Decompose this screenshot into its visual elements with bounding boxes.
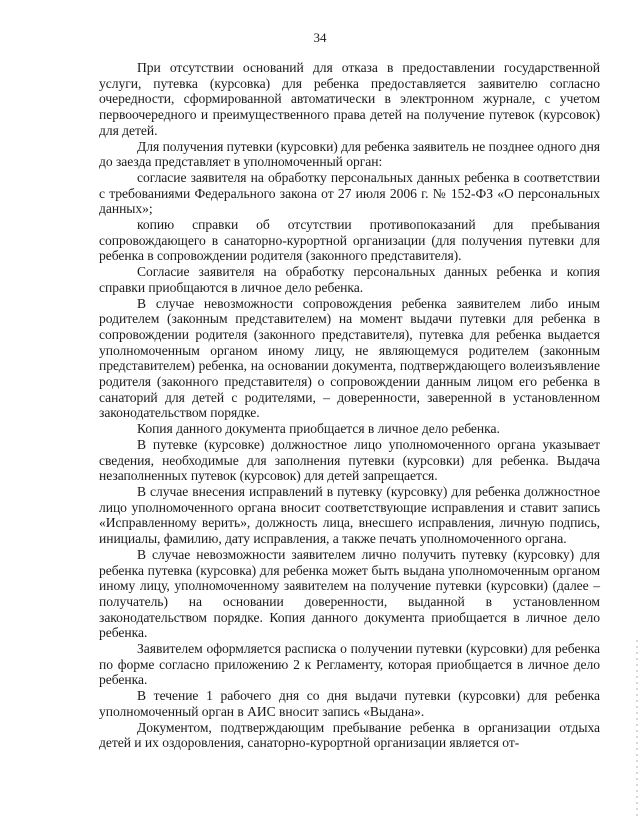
paragraph: Заявителем оформляется расписка о получении путевки (курсовки) для ребенка по форме согласно приложению 2 к Регламенту, которая приобщается в личное дело ребенка. [99, 641, 600, 688]
paragraph: Копия данного документа приобщается в личное дело ребенка. [137, 421, 500, 437]
body-text [99, 60, 600, 751]
page-number: 34 [313, 30, 327, 45]
paragraph: В случае невозможности сопровождения ребенка заявителем либо иным родителем (законным представителем) на момент выдачи путевки для ребенка в сопровождении родителя (законного представителя), путевка для ребенка выдается уполномоченным органом иному лицу, не являющемуся родителем (законным представителем) ребенка, на основании документа, подтверждающего волеизъявление родителя (законного представителя) о сопровождении данным лицом его ребенка в санаторий для детей с родителями, – доверенности, заверенной в установленном законодательством порядке. [99, 295, 600, 421]
paragraph: При отсутствии оснований для отказа в предоставлении государственной услуги, путевка (курсовка) для ребенка предоставляется заявителю согласно очередности, сформированной автоматически в электронном журнале, с учетом первоочередного и преимущественного права детей на получение путевок (курсовок) для детей. [99, 60, 600, 138]
scan-edge-artifact [636, 640, 638, 820]
paragraph: В путевке (курсовке) должностное лицо уполномоченного органа указывает сведения, необходимые для заполнения путевки (курсовки) для ребенка. Выдача незаполненных путевок (курсовок) для детей запрещается. [99, 436, 600, 484]
paragraph: согласие заявителя на обработку персональных данных ребенка в соответствии с требованиями Федерального закона от 27 июля 2006 г. № 152-ФЗ «О персональных данных»; [99, 169, 600, 217]
paragraph: В случае внесения исправлений в путевку (курсовку) для ребенка должностное лицо уполномоченного органа вносит соответствующие исправления и ставит запись «Исправленному верить», должность лица, внесшего исправления, личную подпись, инициалы, фамилию, дату исправления, а также печать уполномоченного органа. [99, 483, 600, 547]
paragraph: копию справки об отсутствии противопоказаний для пребывания сопровождающего в санаторно-курортной организации (для получения путевки для ребенка в сопровождении родителя (законного представителя). [99, 217, 600, 264]
paragraph: Согласие заявителя на обработку персональных данных ребенка и копия справки приобщаются в личное дело ребенка. [99, 264, 600, 295]
paragraph: В случае невозможности заявителем лично получить путевку (курсовку) для ребенка путевка (курсовка) для ребенка может быть выдана уполномоченным органом иному лицу, уполномоченному заявителем на получение путевки (курсовки) (далее – получатель) на основании доверенности, выданной в установленном законодательством порядке. Копия данного документа приобщается в личное дело ребенка. [99, 546, 600, 641]
paragraph: Для получения путевки (курсовки) для ребенка заявитель не позднее одного дня до заезда представляет в уполномоченный орган: [99, 138, 600, 170]
paragraph: Документом, подтверждающим пребывание ребенка в организации отдыха детей и их оздоровления, санаторно-курортной организации является от- [99, 719, 600, 751]
paragraph: В течение 1 рабочего дня со дня выдачи путевки (курсовки) для ребенка уполномоченный орган в АИС вносит запись «Выдана». [99, 688, 600, 719]
